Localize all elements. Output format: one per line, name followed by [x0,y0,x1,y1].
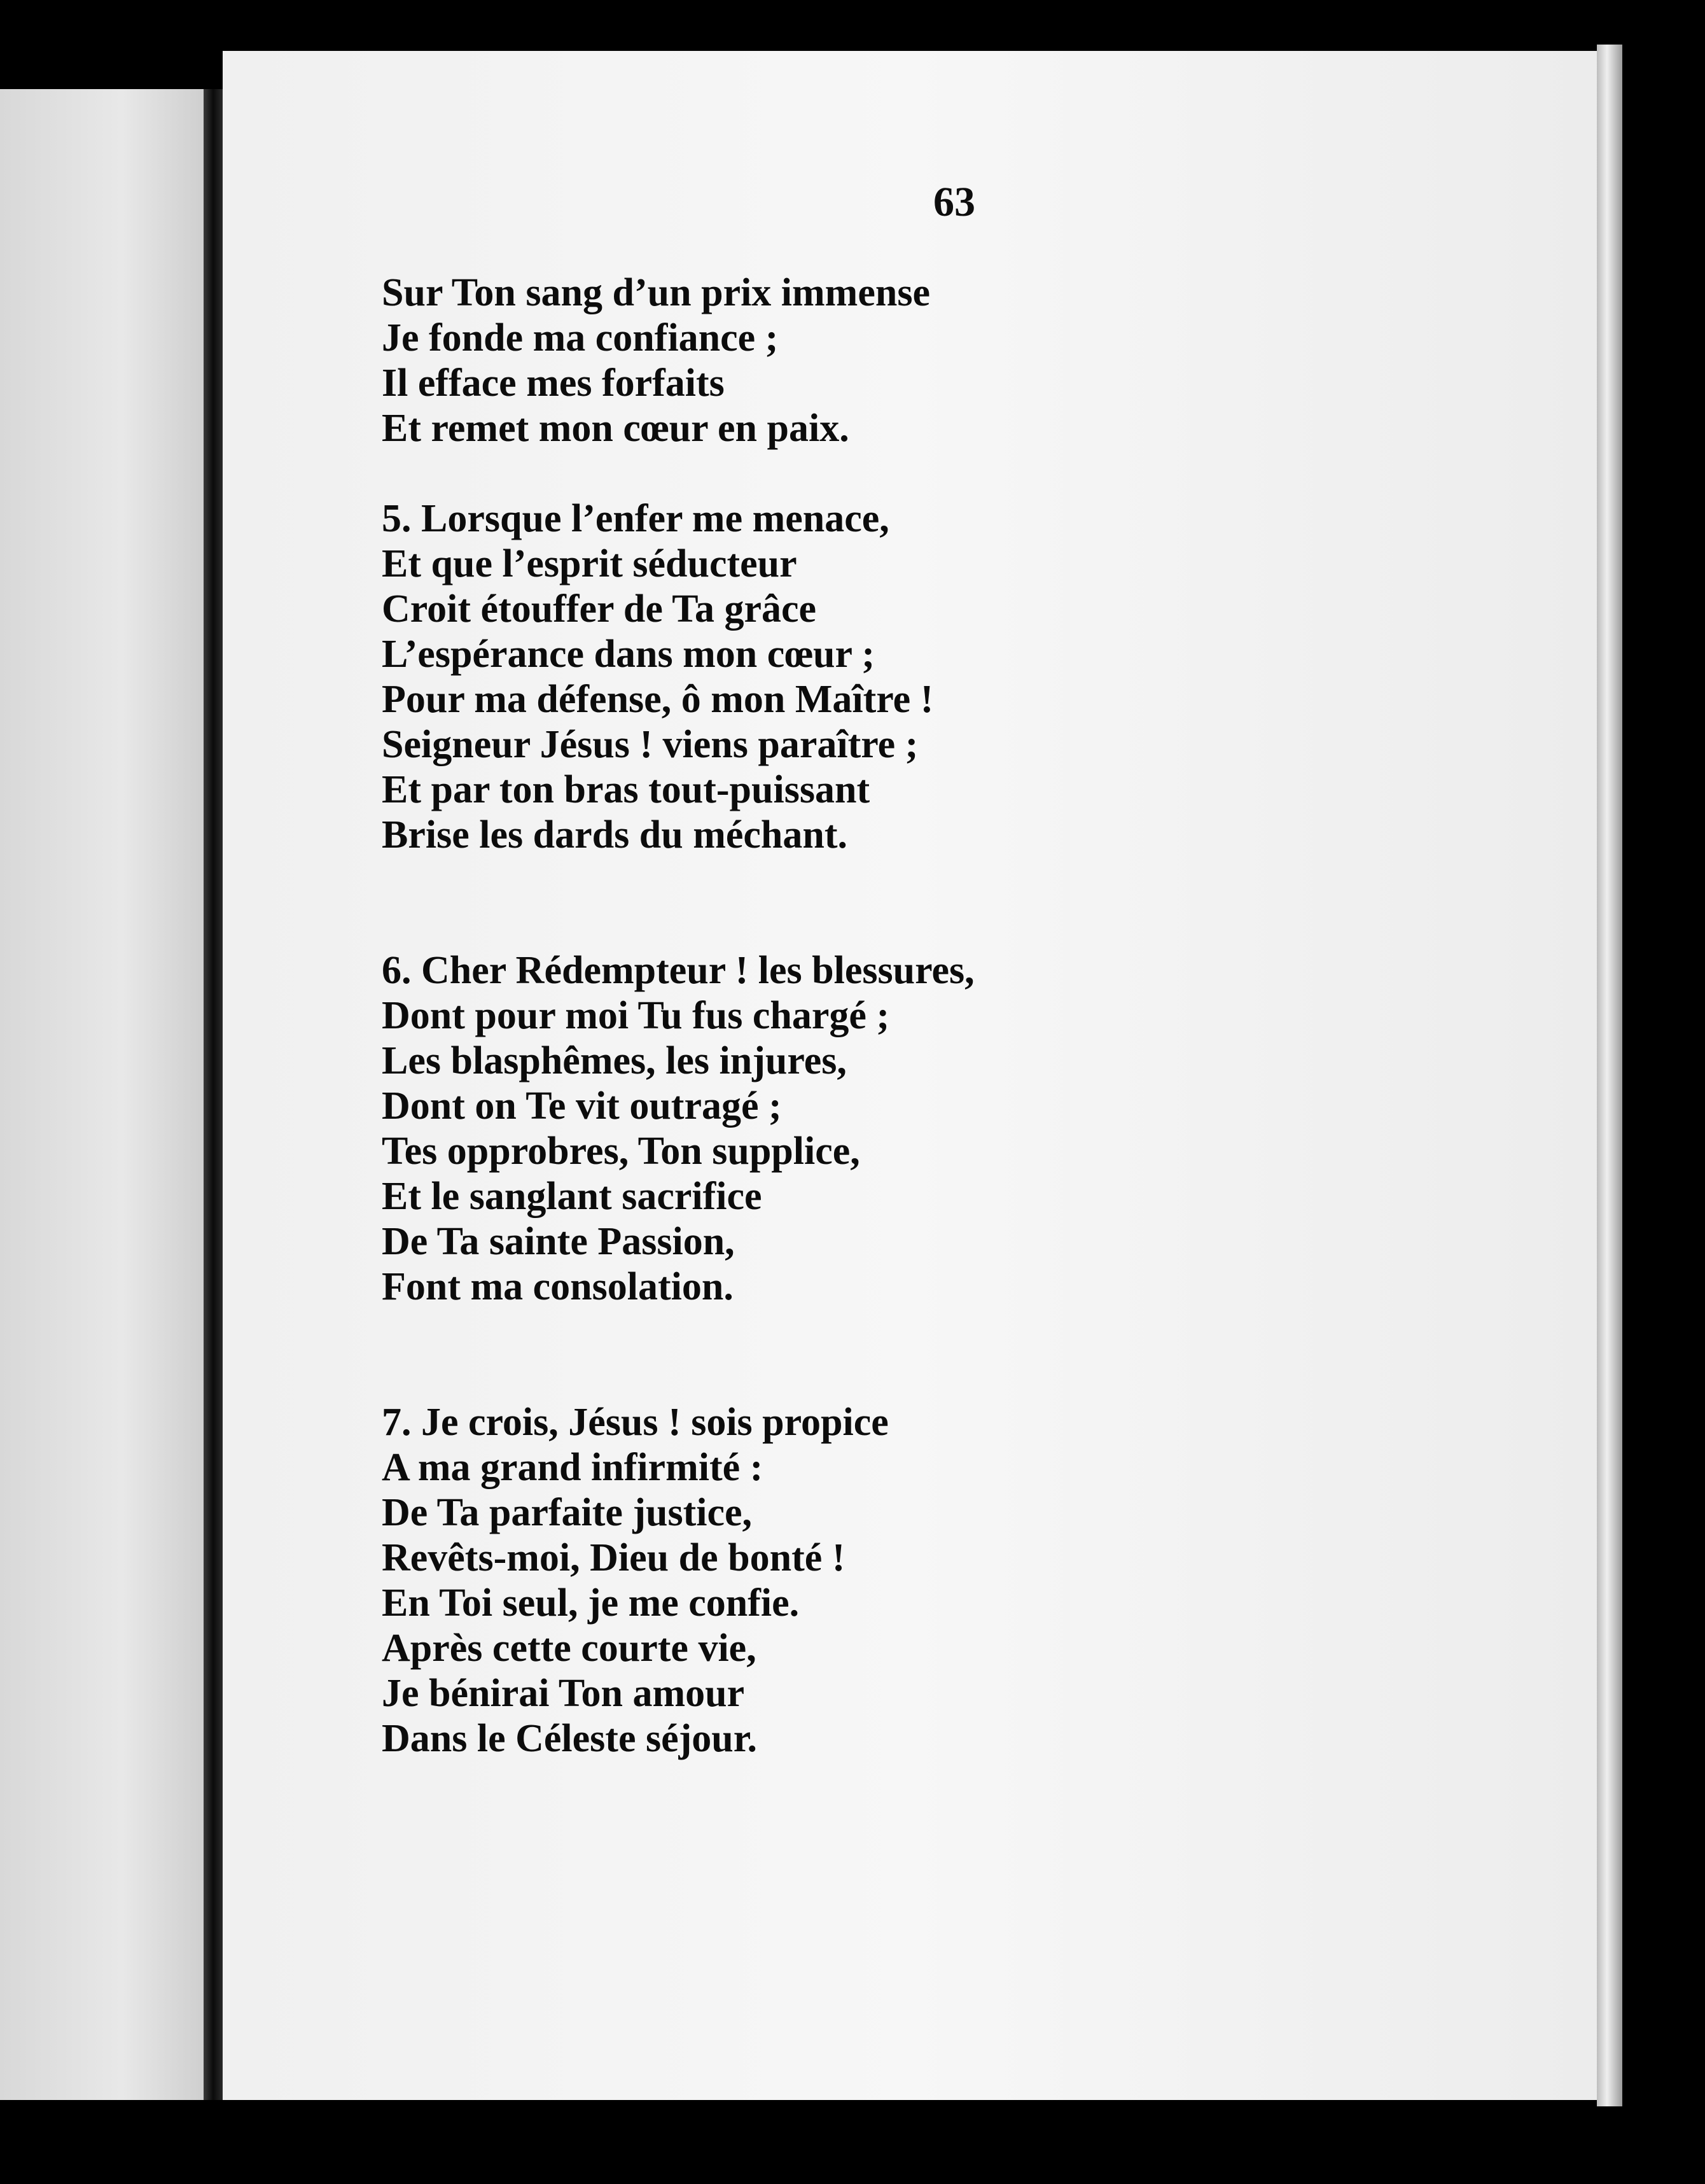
stanza-6 [382,948,1304,1310]
verse-line: Dans le Céleste séjour. [382,1717,758,1760]
verse-line: En Toi seul, je me confie. [382,1581,800,1625]
verse-line: Et le sanglant sacrifice [382,1175,762,1218]
verse-line: Dont pour moi Tu fus chargé ; [382,994,890,1037]
verse-line: Après cette courte vie, [382,1627,756,1670]
verse-line: De Ta parfaite justice, [382,1491,753,1534]
verse-line: De Ta sainte Passion, [382,1220,735,1263]
verse-line: Croit étouffer de Ta grâce [382,587,816,631]
verse-line: Font ma consolation. [382,1265,734,1308]
verse-line: Dont on Te vit outragé ; [382,1084,782,1128]
verse-line: Il efface mes forfaits [382,361,725,405]
page-edge [1597,45,1622,2106]
verse-line: 5. Lorsque l’enfer me menace, [382,497,889,540]
stanza-5 [382,496,1304,858]
verse-line: Tes opprobres, Ton supplice, [382,1130,860,1173]
verse-line: 7. Je crois, Jésus ! sois propice [382,1401,889,1444]
page-number: 63 [933,179,975,225]
book-gutter [204,89,223,2100]
verse-line: A ma grand infirmité : [382,1446,763,1489]
verse-line: Revêts-moi, Dieu de bonté ! [382,1536,846,1579]
stanza-7 [382,1400,1304,1761]
previous-page-edge [0,89,204,2100]
verse-line: Je fonde ma confiance ; [382,316,779,360]
verse-line: L’espérance dans mon cœur ; [382,633,875,676]
verse-line: Brise les dards du méchant. [382,813,847,857]
verse-line: Sur Ton sang d’un prix immense [382,271,930,314]
verse-line: Et remet mon cœur en paix. [382,407,849,450]
verse-line: Je bénirai Ton amour [382,1672,745,1715]
hymn-text [382,270,1304,1807]
verse-line: Pour ma défense, ô mon Maître ! [382,678,934,721]
book-page [223,51,1597,2100]
verse-line: Seigneur Jésus ! viens paraître ; [382,723,919,766]
verse-line: Et que l’esprit séducteur [382,542,797,585]
verse-line: Et par ton bras tout-puissant [382,768,870,811]
stanza-continuation [382,270,1304,451]
verse-line: Les blasphêmes, les injures, [382,1039,847,1082]
verse-line: 6. Cher Rédempteur ! les blessures, [382,949,975,992]
